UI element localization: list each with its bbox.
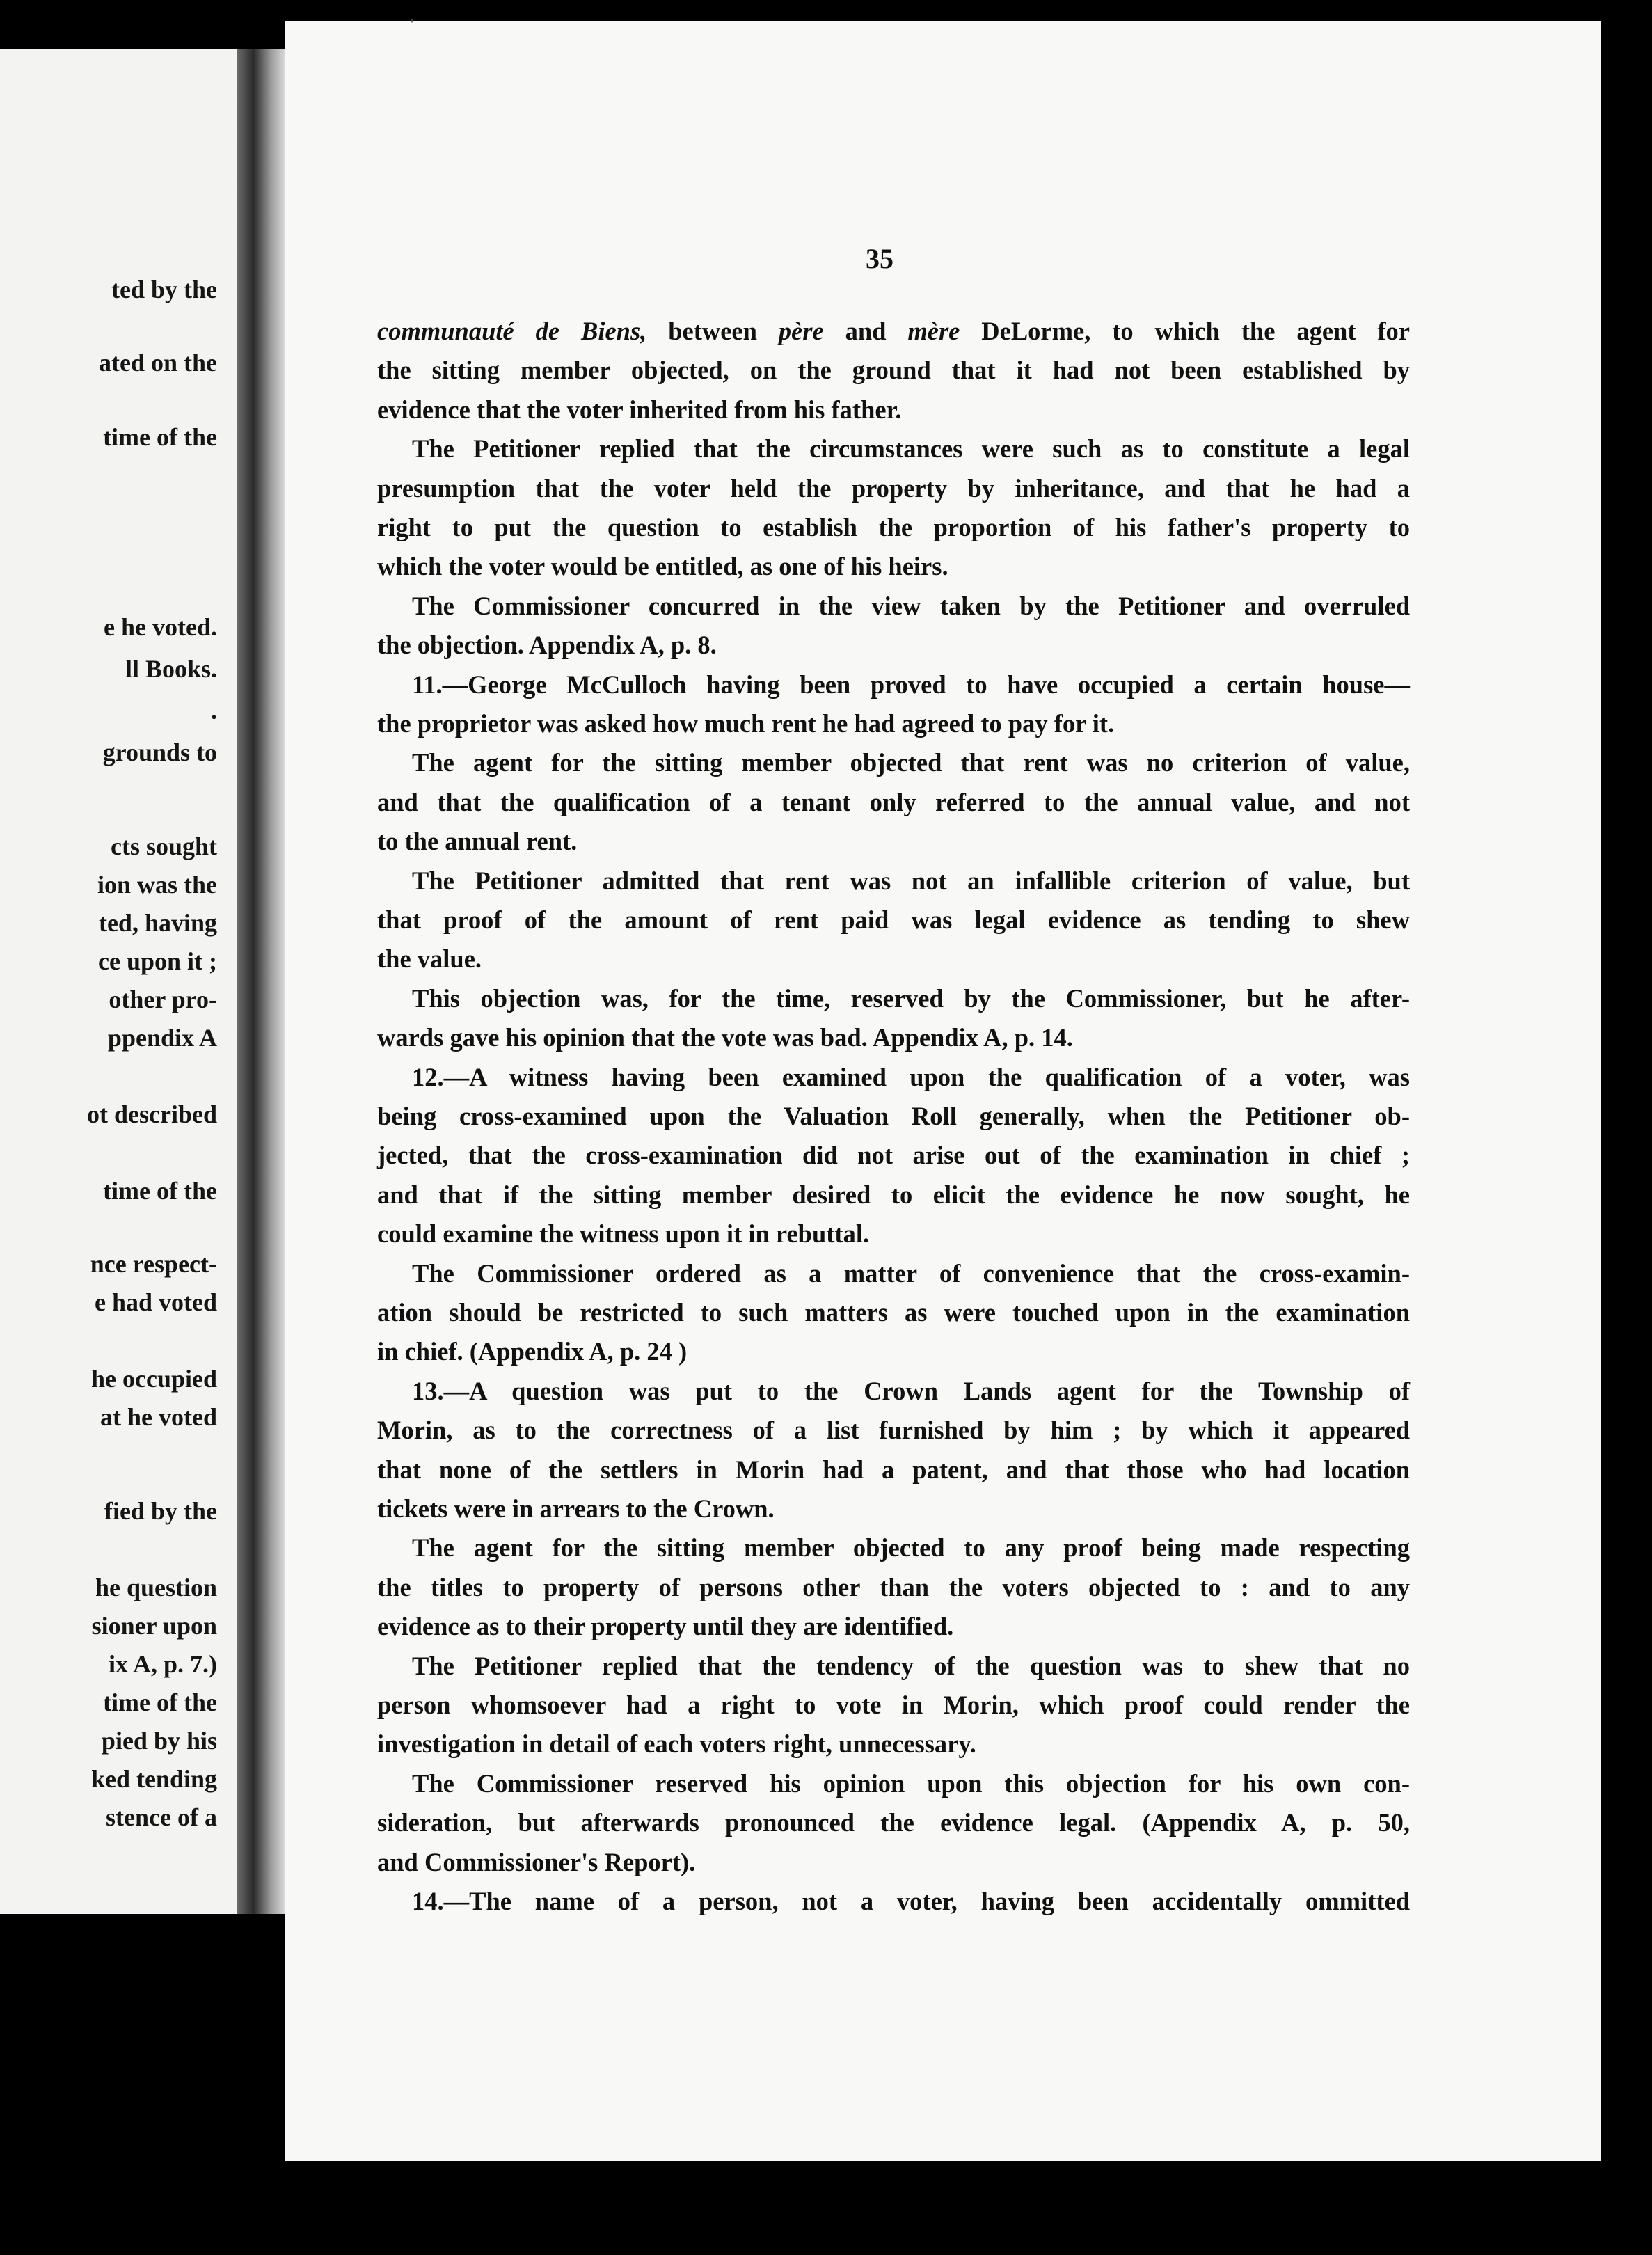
left-page-text-fragment: ll Books. [125,655,217,683]
text-line: The Petitioner replied that the tendency of the question was to shew that no [412,1651,1410,1680]
left-page-text-fragment: ted, having [98,909,217,937]
text-line: the proprietor was asked how much rent he had agreed to pay for it. [377,709,1115,738]
text-line: This objection was, for the time, reserved by the Commissioner, but he after- [412,983,1410,1013]
corner-mark: ' [411,15,413,33]
page-number: 35 [866,243,893,274]
text-line: that proof of the amount of rent paid was legal evidence as tending to shew [377,905,1410,934]
text-line: and Commissioner's Report). [377,1847,696,1876]
text-line: evidence as to their property until they are identified. [377,1612,954,1641]
text-line: right to put the question to establish the proportion of his father's property to [377,513,1410,541]
text-line: communauté de Biens, between père and mère DeLorme, to which the agent for [377,317,1410,345]
text-line: and that the qualification of a tenant only referred to the annual value, and not [377,787,1410,816]
left-page-text-fragment: ot described [87,1100,217,1128]
text-line: The agent for the sitting member objected to any proof being made respecting [412,1533,1410,1562]
text-line: evidence that the voter inherited from his father. [377,395,902,424]
left-page-text-fragment: fied by the [104,1497,217,1525]
left-page-text-fragment: . [211,697,217,725]
left-page-text-fragment: he occupied [90,1365,217,1393]
text-line: that none of the settlers in Morin had a patent, and that those who had location [377,1455,1410,1484]
text-line: ation should be restricted to such matters as were touched upon in the examination [377,1298,1410,1327]
left-page-text-fragment: ppendix A [107,1024,217,1052]
left-page-text-fragment: he question [95,1574,217,1601]
text-line: 13.—A question was put to the Crown Lands agent for the Township of [412,1376,1410,1405]
text-line: the sitting member objected, on the ground that it had not been established by [377,356,1410,385]
left-page-text-fragment: ated on the [99,349,217,377]
text-line: and that if the sitting member desired to elicit the evidence he now sought, he [377,1180,1410,1209]
left-page-text-fragment: ce upon it ; [98,947,217,975]
text-line: being cross-examined upon the Valuation Roll generally, when the Petitioner ob- [377,1102,1410,1130]
text-line: 11.—George McCulloch having been proved to have occupied a certain house— [412,670,1410,699]
left-page-text-fragment: time of the [103,1688,217,1716]
text-line: person whomsoever had a right to vote in Morin, which proof could render the [377,1691,1410,1719]
text-line: presumption that the voter held the property by inheritance, and that he had a [377,473,1410,503]
left-page-text-fragment: ked tending [90,1765,217,1793]
left-page-text-fragment: nce respect- [90,1250,217,1278]
text-line: the value. [377,944,482,974]
text-line: which the voter would be entitled, as one of his heirs. [377,552,948,581]
text-line: tickets were in arrears to the Crown. [377,1494,775,1523]
text-line: sideration, but afterwards pronounced the evidence legal. (Appendix A, p. 50, [377,1808,1410,1837]
left-page-text-fragment: e he voted. [104,613,217,641]
text-line: Morin, as to the correctness of a list furnished by him ; by which it appeared [377,1416,1410,1445]
book-gutter [237,49,285,1914]
left-page-text-fragment: other pro- [109,986,217,1013]
left-page-text-fragment: ion was the [97,871,217,899]
text-line: jected, that the cross-examination did not arise out of the examination in chief ; [377,1141,1410,1170]
left-page-text-fragment: ix A, p. 7.) [108,1650,217,1678]
left-page-text-fragment: ted by the [111,276,217,303]
text-line: 14.—The name of a person, not a voter, having been accidentally ommitted [412,1887,1410,1915]
previous-page-fragment [0,49,237,1914]
text-line: The Commissioner ordered as a matter of convenience that the cross-examin- [412,1258,1410,1288]
left-page-text-fragment: pied by his [101,1727,217,1755]
left-page-text-fragment: stence of a [106,1803,217,1831]
text-line: the titles to property of persons other than the voters objected to : and to any [377,1572,1410,1601]
text-line: wards gave his opinion that the vote was bad. Appendix A, p. 14. [377,1023,1073,1052]
left-page-text-fragment: time of the [103,423,217,451]
text-line: The Petitioner replied that the circumstances were such as to constitute a legal [412,434,1410,464]
left-page-text-fragment: sioner upon [91,1612,217,1640]
text-line: The Petitioner admitted that rent was not an infallible criterion of value, but [412,866,1410,895]
text-line: The agent for the sitting member objected that rent was no criterion of value, [412,748,1410,777]
text-line: the objection. Appendix A, p. 8. [377,631,717,660]
text-line: The Commissioner concurred in the view taken by the Petitioner and overruled [412,591,1410,620]
text-line: 12.—A witness having been examined upon the qualification of a voter, was [412,1062,1410,1091]
left-page-text-fragment: at he voted [100,1403,217,1431]
left-page-text-fragment: grounds to [102,738,217,766]
left-page-text-fragment: cts sought [110,832,217,860]
text-line: to the annual rent. [377,827,578,856]
text-line: in chief. (Appendix A, p. 24 ) [377,1337,688,1366]
text-line: investigation in detail of each voters right, unnecessary. [377,1730,976,1759]
left-page-text-fragment: time of the [103,1177,217,1205]
text-line: could examine the witness upon it in rebuttal. [377,1219,870,1249]
text-line: The Commissioner reserved his opinion upon this objection for his own con- [412,1769,1410,1798]
left-page-text-fragment: e had voted [94,1288,217,1316]
